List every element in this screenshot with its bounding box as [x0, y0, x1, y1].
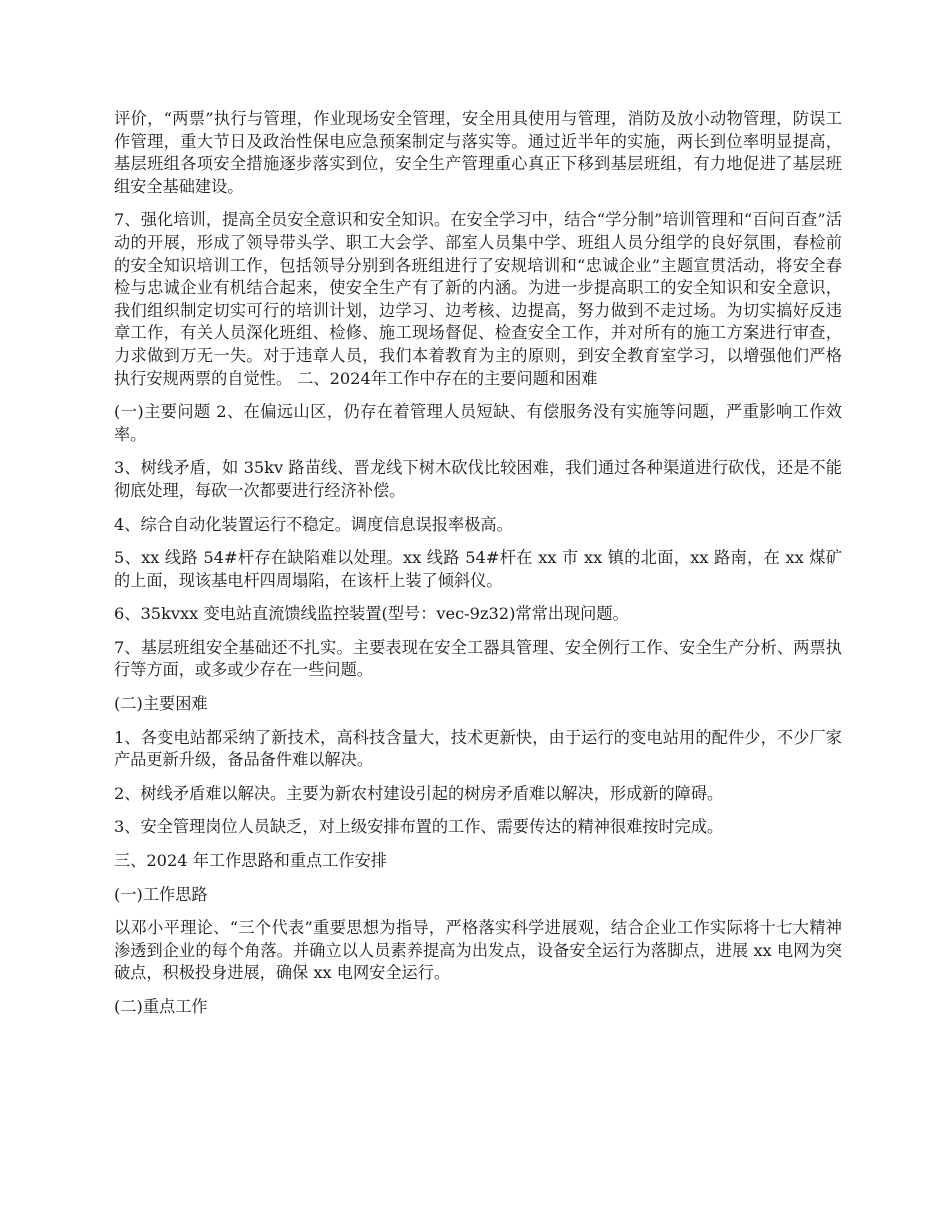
section-heading-work-approach: (一)工作思路: [114, 884, 208, 904]
section-heading-key-work: (二)重点工作: [114, 997, 208, 1016]
document-page: [114, 108, 842, 1030]
paragraph-3: (一)主要问题 2、在偏远山区，仍存在着管理人员短缺、有偿服务没有实施等问题，严重影响工作效率。: [114, 402, 842, 444]
paragraph-4: 3、树线矛盾，如 35kv 路苗线、晋龙线下树木砍伐比较困难，我们通过各种渠道进行砍伐，还是不能彻底处理，每砍一次都要进行经济补偿。: [114, 458, 842, 500]
paragraph-2: 7、强化培训，提高全员安全意识和安全知识。在安全学习中，结合“学分制”培训管理和“百问百查”活动的开展，形成了领导带头学、职工大会学、部室人员集中学、班组人员分组学的良好氛围，春检前的安全知识培训工作，包括领导分别到各班组进行了安规培训和“忠诚企业”主题宣贯活动，将安全春检与忠诚企业有机结合起来，使安全生产有了新的内涵。为进一步提高职工的安全知识和安全意识，我们组织制定切实可行的培训计划，边学习、边考核、边提高，努力做到不走过场。为切实搞好反违章工作，有关人员深化班组、检修、施工现场督促、检查安全工作，并对所有的施工方案进行审查，力求做到万无一失。对于违章人员，我们本着教育为主的原则，到安全教育室学习，以增强他们严格执行安规两票的自觉性。 二、2024年工作中存在的主要问题和困难: [114, 210, 842, 388]
paragraph-5: 4、综合自动化装置运行不稳定。调度信息误报率极高。: [114, 514, 513, 534]
paragraph-8: 7、基层班组安全基础还不扎实。主要表现在安全工器具管理、安全例行工作、安全生产分析、两票执行等方面，或多或少存在一些问题。: [114, 637, 842, 680]
paragraph-15: 以邓小平理论、“三个代表”重要思想为指导，严格落实科学进展观，结合企业工作实际将十七大精神渗透到企业的每个角落。并确立以人员素养提高为出发点，设备安全运行为落脚点，进展 xx 电网为突破点，积极投身进展，确保 xx 电网安全运行。: [114, 918, 842, 983]
paragraph-1: 评价，“两票”执行与管理，作业现场安全管理，安全用具使用与管理，消防及放小动物管理，防误工作管理，重大节日及政治性保电应急预案制定与落实等。通过近半年的实施，两长到位率明显提高，基层班组各项安全措施逐步落实到位，安全生产管理重心真正下移到基层班组，有力地促进了基层班组安全基础建设。: [114, 109, 842, 196]
section-heading-difficulties: (二)主要困难: [114, 694, 208, 714]
paragraph-6: 5、xx 线路 54#杆存在缺陷难以处理。xx 线路 54#杆在 xx 市 xx 镇的北面，xx 路南，在 xx 煤矿的上面，现该基电杆四周塌陷，在该杆上装了倾斜仪。: [114, 548, 842, 590]
paragraph-11: 2、树线矛盾难以解决。主要为新农村建设引起的树房矛盾难以解决，形成新的障碍。: [114, 783, 724, 803]
paragraph-7: 6、35kvxx 变电站直流馈线监控装置(型号：vec-9z32)常常出现问题。: [114, 604, 629, 624]
paragraph-12: 3、安全管理岗位人员缺乏，对上级安排布置的工作、需要传达的精神很难按时完成。: [114, 817, 724, 837]
paragraph-10: 1、各变电站都采纳了新技术，高科技含量大，技术更新快，由于运行的变电站用的配件少，不少厂家产品更新升级，备品备件难以解决。: [114, 727, 842, 770]
section-heading-2024-plan: 三、2024 年工作思路和重点工作安排: [114, 851, 387, 871]
